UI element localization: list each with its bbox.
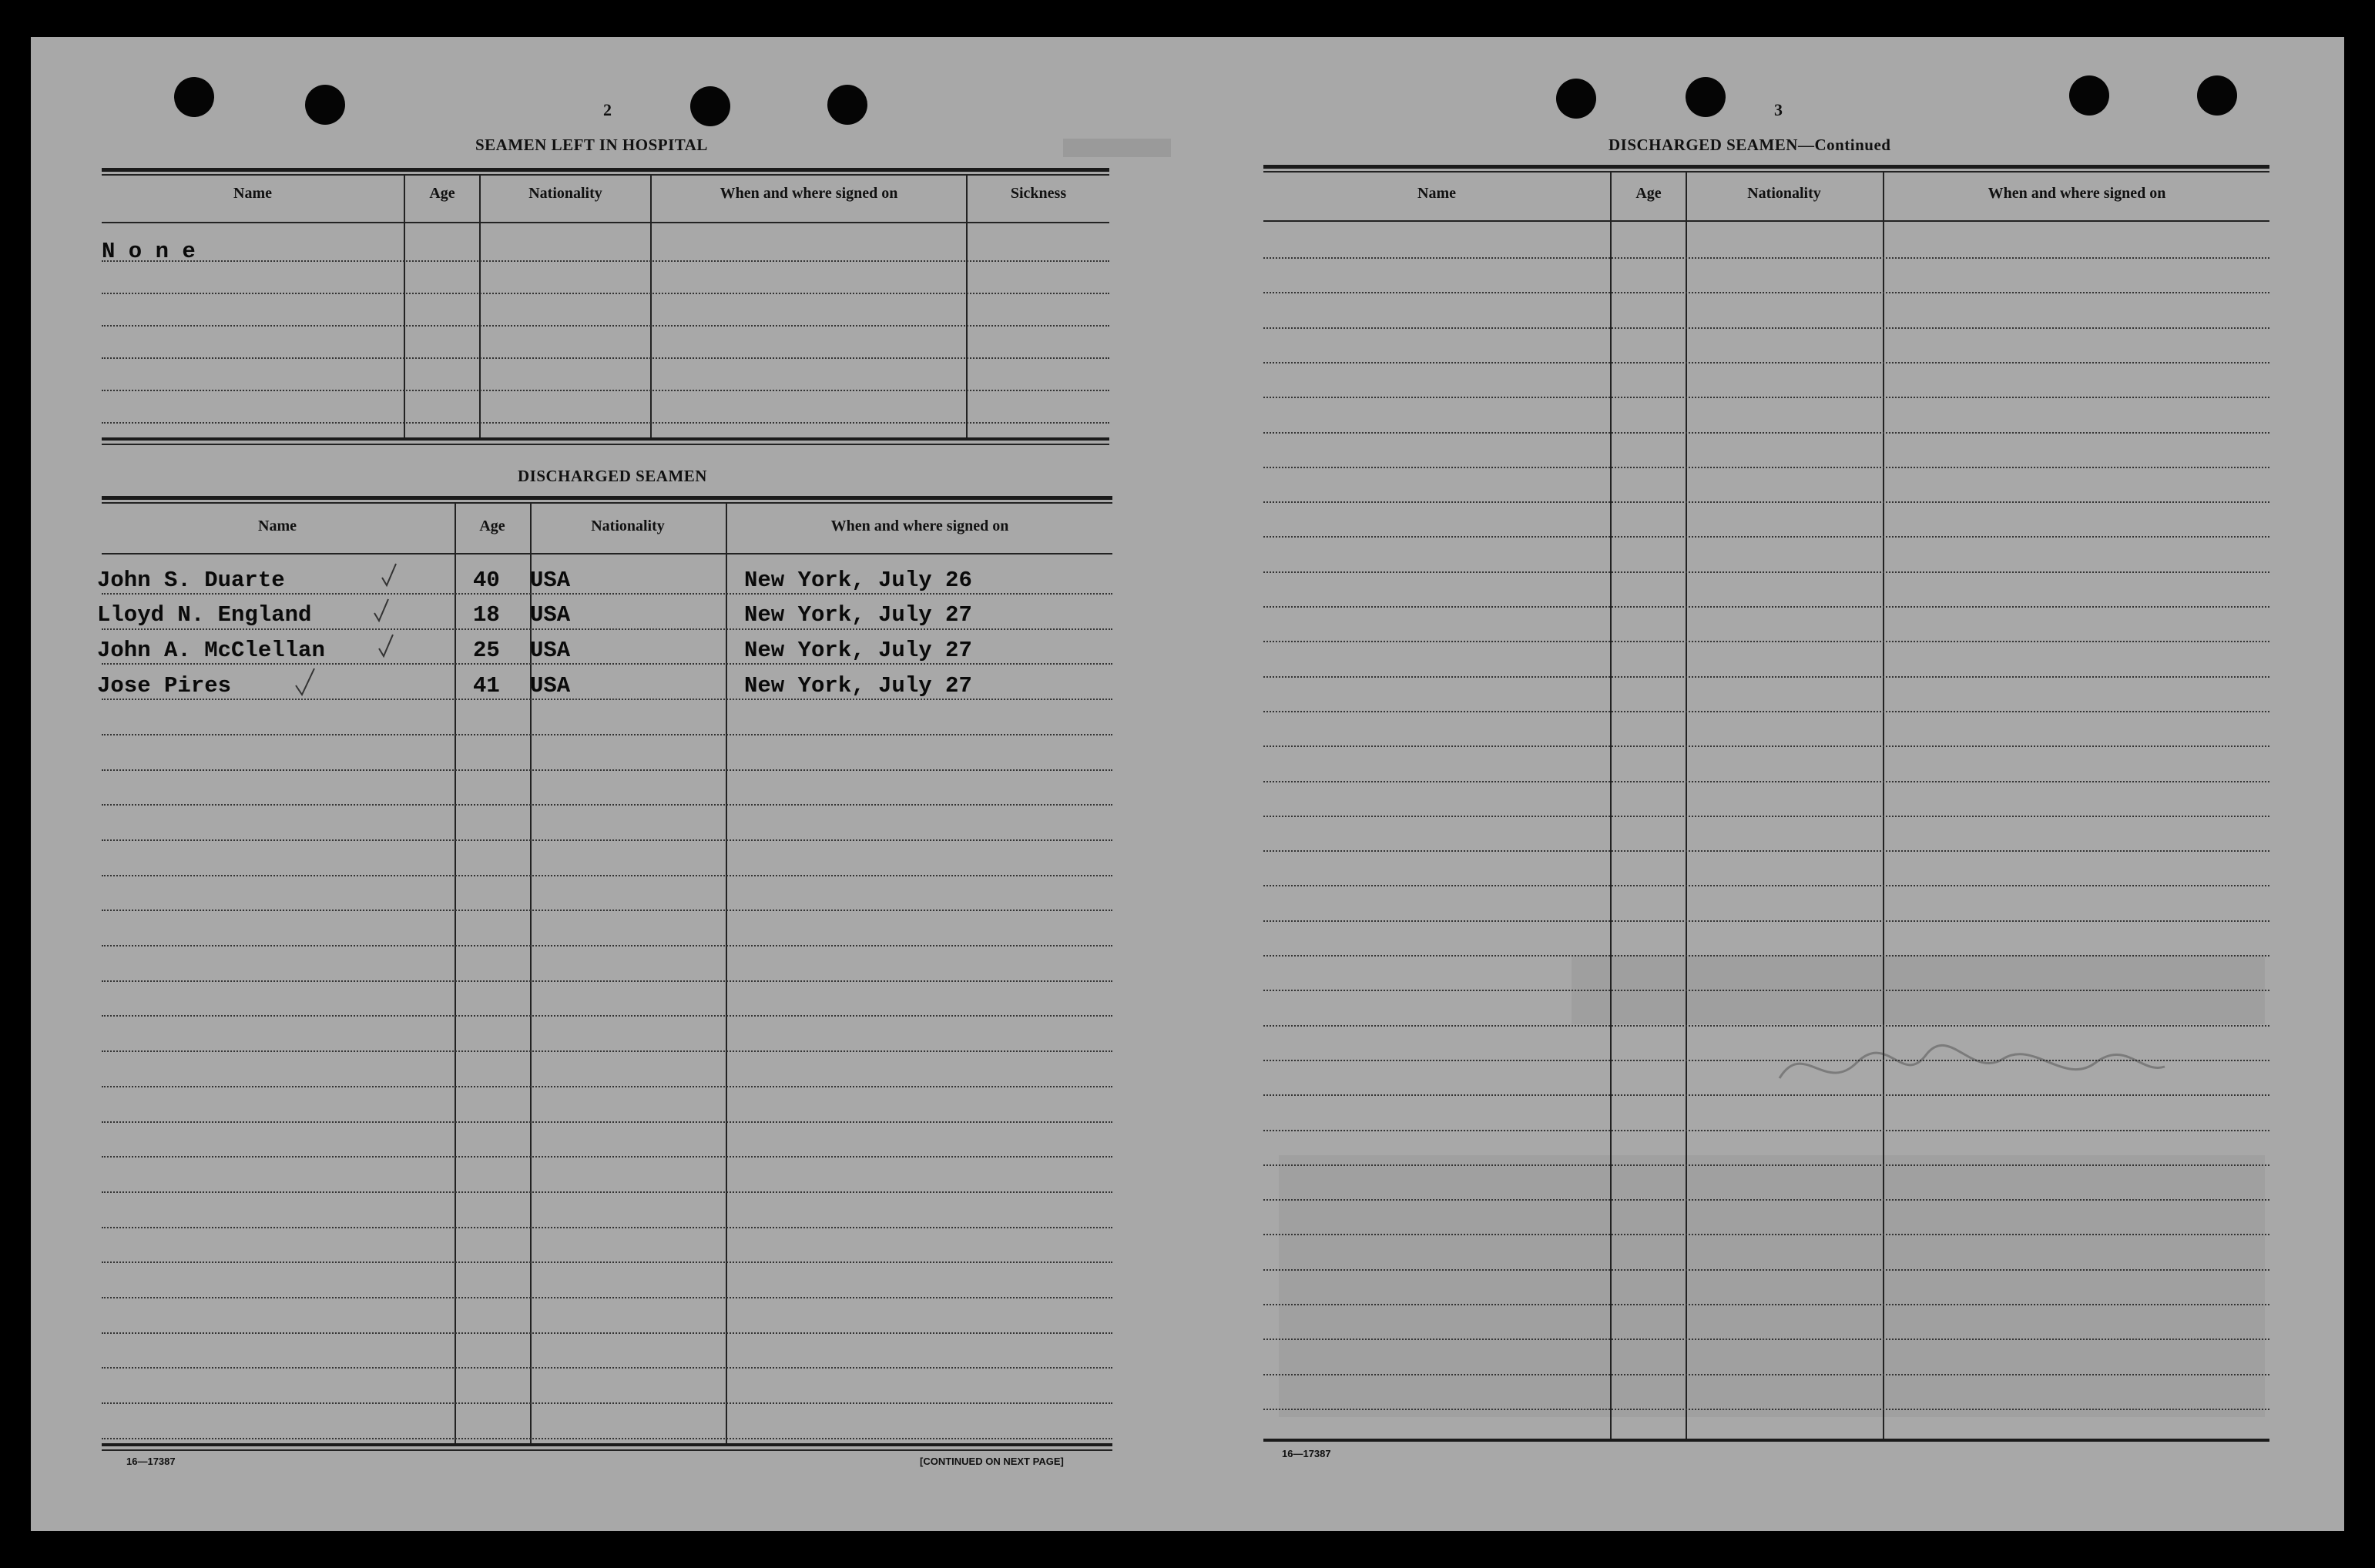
row-line	[1263, 536, 2269, 538]
punch-hole	[305, 85, 345, 125]
row-line	[1263, 1234, 2269, 1235]
column-header-name: Name	[233, 185, 272, 202]
row-line	[1263, 816, 2269, 817]
row-line	[102, 1438, 1112, 1439]
column-header-name: Name	[258, 518, 297, 534]
seaman-name: John A. McClellan	[97, 638, 325, 663]
header-rule	[102, 553, 1112, 554]
row-line	[102, 1086, 1112, 1087]
row-line	[1263, 327, 2269, 329]
punch-hole	[2197, 75, 2237, 116]
row-line	[1263, 1130, 2269, 1131]
column-header-age: Age	[429, 185, 455, 202]
table-rule	[102, 168, 1109, 172]
hospital-section-title: SEAMEN LEFT IN HOSPITAL	[475, 136, 708, 154]
table-rule	[102, 174, 1109, 176]
seaman-name: Jose Pires	[97, 673, 232, 699]
seaman-signed-on: New York, July 26	[744, 568, 972, 593]
row-line	[102, 1297, 1112, 1298]
column-header-name: Name	[1417, 185, 1456, 202]
column-divider	[404, 176, 405, 441]
row-line	[102, 699, 1112, 700]
row-line	[102, 357, 1109, 359]
row-line	[1263, 920, 2269, 922]
page-number: 2	[603, 100, 612, 119]
row-line	[102, 769, 1112, 771]
table-rule	[102, 1449, 1112, 1451]
row-line	[102, 980, 1112, 982]
row-line	[1263, 397, 2269, 398]
header-rule	[102, 222, 1109, 223]
seaman-signed-on: New York, July 27	[744, 602, 972, 628]
row-line	[1263, 641, 2269, 642]
row-line	[1263, 676, 2269, 678]
row-line	[1263, 1164, 2269, 1166]
row-line	[1263, 1269, 2269, 1271]
row-line	[1263, 292, 2269, 293]
punch-hole	[1686, 77, 1726, 117]
row-line	[102, 875, 1112, 876]
row-line	[102, 945, 1112, 946]
seaman-nationality: USA	[530, 568, 571, 593]
row-line	[1263, 990, 2269, 991]
row-line	[1263, 955, 2269, 957]
table-rule	[102, 1443, 1112, 1446]
header-rule	[1263, 220, 2269, 222]
row-line	[102, 910, 1112, 911]
row-line	[1263, 781, 2269, 782]
row-line	[102, 593, 1112, 595]
row-line	[1263, 1304, 2269, 1305]
punch-hole	[1556, 79, 1596, 119]
seaman-age: 40	[473, 568, 500, 593]
row-line	[102, 1367, 1112, 1369]
row-line	[102, 293, 1109, 294]
row-line	[102, 1015, 1112, 1017]
row-line	[1263, 501, 2269, 503]
check-mark	[381, 562, 399, 588]
row-line	[1263, 467, 2269, 468]
row-line	[102, 804, 1112, 806]
column-header-nationality: Nationality	[591, 518, 665, 534]
bleed-through-texture	[1279, 1155, 2265, 1417]
seaman-nationality: USA	[530, 602, 571, 628]
form-number: 16—17387	[126, 1456, 176, 1467]
table-rule	[1263, 165, 2269, 169]
row-line	[102, 1156, 1112, 1158]
seaman-nationality: USA	[530, 638, 571, 663]
row-line	[1263, 745, 2269, 747]
column-divider	[455, 504, 456, 1445]
row-line	[102, 325, 1109, 327]
column-divider	[726, 504, 727, 1445]
column-divider	[650, 176, 652, 441]
row-line	[1263, 1025, 2269, 1027]
row-line	[102, 734, 1112, 735]
row-line	[1263, 257, 2269, 259]
row-line	[102, 628, 1112, 630]
row-line	[102, 1121, 1112, 1123]
continued-note: [CONTINUED ON NEXT PAGE]	[920, 1456, 1064, 1467]
row-line	[102, 1402, 1112, 1404]
row-line	[1263, 1338, 2269, 1340]
punch-hole	[2069, 75, 2109, 116]
form-number: 16—17387	[1282, 1448, 1331, 1459]
seaman-signed-on: New York, July 27	[744, 673, 972, 699]
table-rule	[1263, 1439, 2269, 1442]
check-mark	[377, 633, 396, 659]
column-header-age: Age	[1635, 185, 1662, 202]
seaman-name: John S. Duarte	[97, 568, 285, 593]
column-divider	[966, 176, 968, 441]
row-line	[1263, 571, 2269, 573]
table-rule	[102, 496, 1112, 500]
check-mark	[294, 667, 317, 698]
row-line	[1263, 362, 2269, 364]
discharged-continued-title: DISCHARGED SEAMEN—Continued	[1608, 136, 1891, 154]
column-divider	[479, 176, 481, 441]
check-mark	[373, 598, 391, 624]
column-header-nationality: Nationality	[528, 185, 602, 202]
row-line	[1263, 432, 2269, 434]
table-rule	[102, 502, 1112, 504]
row-line	[1263, 1199, 2269, 1201]
row-line	[102, 422, 1109, 424]
page-number: 3	[1774, 100, 1783, 119]
seaman-age: 41	[473, 673, 500, 699]
row-line	[102, 1227, 1112, 1228]
row-line	[102, 1261, 1112, 1263]
row-line	[1263, 850, 2269, 852]
table-rule	[102, 437, 1109, 441]
row-line	[102, 663, 1112, 665]
row-line	[102, 1050, 1112, 1052]
seaman-signed-on: New York, July 27	[744, 638, 972, 663]
hospital-entry: N o n e	[102, 239, 196, 264]
discharged-section-title: DISCHARGED SEAMEN	[518, 467, 707, 485]
punch-hole	[690, 86, 730, 126]
column-header-signed-on: When and where signed on	[720, 185, 898, 202]
column-header-age: Age	[479, 518, 505, 534]
column-header-signed-on: When and where signed on	[830, 518, 1009, 534]
column-header-nationality: Nationality	[1747, 185, 1821, 202]
table-rule	[1263, 171, 2269, 173]
column-header-sickness: Sickness	[1010, 185, 1067, 202]
seaman-age: 18	[473, 602, 500, 628]
table-rule	[102, 444, 1109, 445]
seaman-name: Lloyd N. England	[97, 602, 312, 628]
row-line	[102, 1332, 1112, 1334]
row-line	[1263, 885, 2269, 886]
seaman-nationality: USA	[530, 673, 571, 699]
row-line	[102, 1191, 1112, 1193]
row-line	[1263, 711, 2269, 712]
row-line	[102, 260, 1109, 262]
bleed-through-texture	[1063, 139, 1171, 157]
row-line	[1263, 606, 2269, 608]
signature-scrawl	[1772, 1032, 2172, 1101]
row-line	[1263, 1374, 2269, 1375]
seaman-age: 25	[473, 638, 500, 663]
column-header-signed-on: When and where signed on	[1988, 185, 2166, 202]
punch-hole	[827, 85, 867, 125]
punch-hole	[174, 77, 214, 117]
row-line	[102, 390, 1109, 391]
row-line	[1263, 1409, 2269, 1410]
row-line	[102, 839, 1112, 841]
